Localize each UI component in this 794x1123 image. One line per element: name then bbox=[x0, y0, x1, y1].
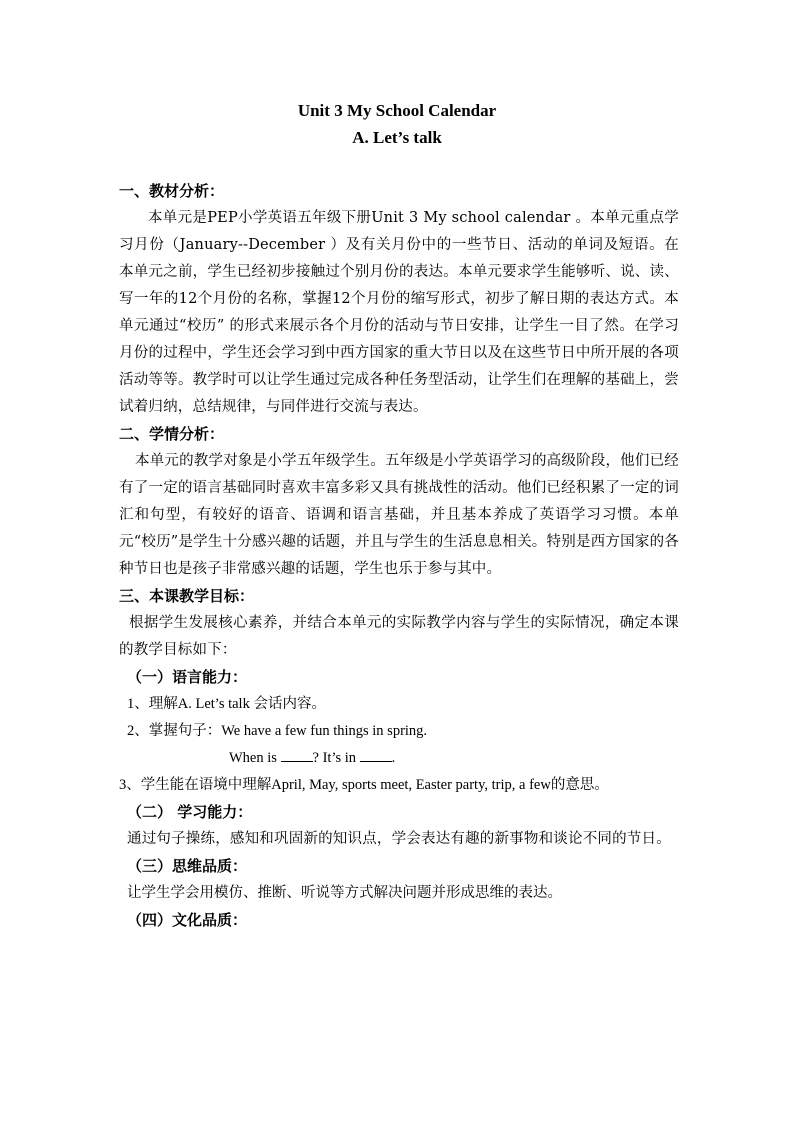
blank-line bbox=[281, 749, 313, 762]
section-heading-student-analysis: 二、学情分析： bbox=[119, 425, 225, 443]
document-subtitle: A. Let’s talk bbox=[352, 128, 442, 147]
goal-item-2-question bbox=[119, 745, 679, 772]
goal-item-1: 1、理解A. Let’s talk 会话内容。 bbox=[127, 696, 326, 712]
subheading-cultural-quality: （四）文化品质： bbox=[127, 911, 248, 929]
subheading-learning-ability: （二） 学习能力： bbox=[127, 803, 253, 821]
blank-line bbox=[360, 749, 392, 762]
question-prefix: When is bbox=[229, 750, 281, 766]
paragraph-thinking-quality: 让学生学会用模仿、推断、听说等方式解决问题并形成思维的表达。 bbox=[127, 885, 562, 901]
document-title: Unit 3 My School Calendar bbox=[297, 101, 497, 120]
subheading-language-ability: （一）语言能力： bbox=[127, 668, 248, 686]
answer-end: . bbox=[391, 750, 396, 766]
goal-item-3: 3、学生能在语境中理解April, May, sports meet, Easter party, trip, a few的意思。 bbox=[119, 777, 609, 793]
section-paragraph-textbook-analysis: 本单元是PEP小学英语五年级下册Unit 3 My school calendar 。本单元重点学习月份（January--December ）及有关月份中的一些节日、活动的单词及短语。在本单元之前，学生已经初步接触过个别月份的表达。本单元要求学生能够听、说、读、写一年的12个月份的名称，掌握12个月份的缩写形式，初步了解日期的表达方式。本单元通过“校历” 的形式来展示各个月份的活动与节日安排，让学生一目了然。在学习月份的过程中，学生还会学习到中西方国家的重大节日以及在这些节日中所开展的各项活动等等。教学时可以让学生通过完成各种任务型活动，让学生们在理解的基础上，尝试着归纳，总结规律，与同伴进行交流与表达。 bbox=[119, 210, 679, 415]
goal-item-2: 2、掌握句子：We have a few fun things in spring. bbox=[127, 723, 428, 739]
section-heading-textbook-analysis: 一、教材分析： bbox=[119, 182, 225, 200]
subheading-thinking-quality: （三）思维品质： bbox=[127, 857, 248, 875]
paragraph-learning-ability: 通过句子操练，感知和巩固新的知识点，学会表达有趣的新事物和谈论不同的节日。 bbox=[127, 831, 671, 847]
section-paragraph-teaching-goals: 根据学生发展核心素养，并结合本单元的实际教学内容与学生的实际情况，确定本课的教学目标如下： bbox=[119, 615, 679, 658]
section-paragraph-student-analysis: 本单元的教学对象是小学五年级学生。五年级是小学英语学习的高级阶段，他们已经有了一定的语言基础同时喜欢丰富多彩又具有挑战性的活动。他们已经积累了一定的词汇和句型，有较好的语音、语调和语言基础，并且基本养成了英语学习习惯。本单元“校历”是学生十分感兴趣的话题，并且与学生的生活息息相关。特别是西方国家的各种节日也是孩子非常感兴趣的话题，学生也乐于参与其中。 bbox=[119, 453, 679, 577]
answer-prefix: ? It’s in bbox=[312, 750, 360, 766]
document-body bbox=[119, 178, 679, 934]
section-heading-teaching-goals: 三、本课教学目标： bbox=[119, 587, 255, 605]
